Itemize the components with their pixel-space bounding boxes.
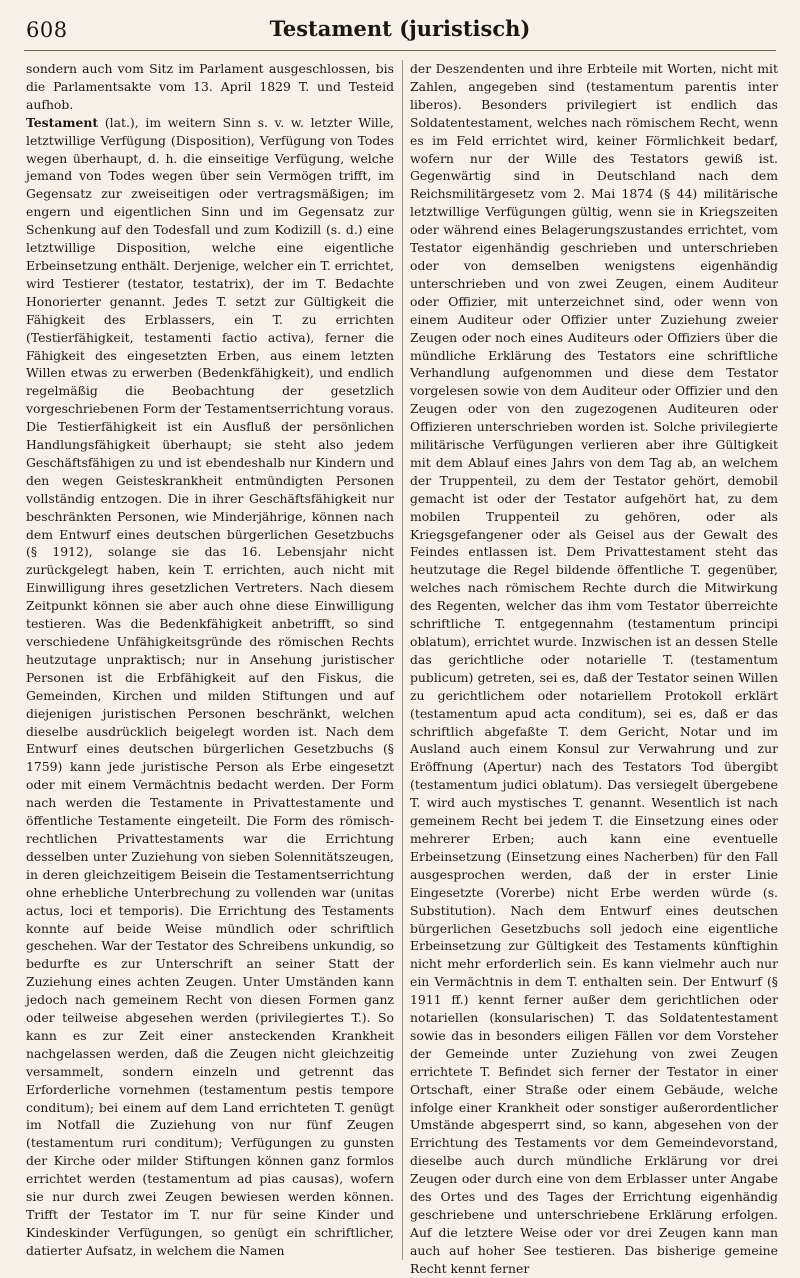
left-column <box>26 60 394 1260</box>
column-divider <box>402 60 403 1260</box>
right-column <box>410 60 778 1276</box>
entry-text: (lat.), im weitern Sinn s. v. w. letzter Wille, letztwillige Verfügung (Disposition), Verfügung von Todes wegen überhaupt, d. h. die einseitige Verfügung, welche jemand von Todes wegen über sein Vermögen trifft, im Gegensatz zur zweiseitigen oder vertragsmäßigen; im engern und eigentlichen Sinn und im Gegensatz zur Schenkung auf den Todesfall und zum Kodizill (s. d.) eine letztwillige Disposition, welche eine eigentliche Erbeinsetzung enthält. Derjenige, welcher ein T. errichtet, wird Testierer (testator, testatrix), der im T. Bedachte Honorierter genannt. Jedes T. setzt zur Gültigkeit die Fähigkeit des Erblassers, ein T. zu errichten (Testierfähigkeit, testamenti factio activa), ferner die Fähigkeit des eingesetzten Erben, aus einem letzten Willen etwas zu erwerben (Bedenkfähigkeit), und endlich regelmäßig die Beobachtung der gesetzlich vorgeschriebenen Form der Testamentserrichtung voraus. Die Testierfähigkeit ist ein Ausfluß der persönlichen Handlungsfähigkeit überhaupt; sie steht also jedem Geschäftsfähigen zu und ist ebendeshalb nur Kindern und den wegen Geisteskrankheit entmündigten Personen vollständig entzogen. Die in ihrer Geschäftsfähigkeit nur beschränkten Personen, wie Minderjährige, können nach dem Entwurf eines deutschen bürgerlichen Gesetzbuchs (§ 1912), solange sie das 16. Lebensjahr nicht zurückgelegt haben, kein T. errichten, auch nicht mit Einwilligung ihres gesetzlichen Vertreters. Nach diesem Zeitpunkt können sie aber auch ohne diese Einwilligung testieren. Was die Bedenkfähigkeit anbetrifft, so sind verschiedene Unfähigkeitsgründe des römischen Rechts heutzutage unpraktisch; nur in Ansehung juristischer Personen ist die Erbfähigkeit auf den Fiskus, die Gemeinden, Kirchen und milden Stiftungen und auf diejenigen juristischen Personen beschränkt, welchen dieselbe ausdrücklich beigelegt worden ist. Nach dem Entwurf eines deutschen bürgerlichen Gesetzbuchs (§ 1759) kann jede juristische Person als Erbe eingesetzt oder mit einem Vermächtnis bedacht werden. Der Form nach werden die Testamente in Privattestamente und öffentliche Testamente eingeteilt. Die Form des römisch-rechtlichen Privattestaments war die Errichtung desselben unter Zuziehung von sieben Solennitätszeugen, in deren gleichzeitigem Beisein die Testamentserrichtung ohne erhebliche Unterbrechung zu vollenden war (unitas actus, loci et temporis). Die Errichtung des Testaments konnte auf beide Weise mündlich oder schriftlich geschehen. War der Testator des Schreibens unkundig, so bedurfte es zur Unterschrift an seiner Statt der Zuziehung eines achten Zeugen. Unter Umständen kann jedoch nach gemeinem Recht von diesen Formen ganz oder teilweise abgesehen werden (privilegiertes T.). So kann es zur Zeit einer ansteckenden Krankheit nachgelassen werden, daß die Zeugen nicht gleichzeitig versammelt, sondern einzeln und getrennt das Erforderliche vornehmen (testamentum pestis tempore conditum); bei einem auf dem Land errichteten T. genügt im Notfall die Zuziehung von nur fünf Zeugen (testamentum ruri conditum); Verfügungen zu gunsten der Kirche oder milder Stiftungen können ganz formlos errichtet werden (testamentum ad pias causas), wofern sie nur durch zwei Zeugen bewiesen werden können. Trifft der Testator im T. nur für seine Kinder und Kindeskinder Verfügungen, so genügt ein schriftlicher, datierter Aufsatz, in welchem die Namen <box>26 114 394 1258</box>
entry-lemma: Testament <box>26 114 99 130</box>
entry-paragraph <box>26 114 394 1260</box>
right-column-text: der Deszendenten und ihre Erbteile mit Worten, nicht mit Zahlen, angegeben sind (testamentum parentis inter liberos). Besonders privilegiert ist endlich das Soldatentestament, welches nach römischem Recht, wenn es im Feld errichtet wird, keiner Förmlichkeit bedarf, wofern nur der Wille des Testators gewiß ist. Gegenwärtig sind in Deutschland nach dem Reichsmilitärgesetz vom 2. Mai 1874 (§ 44) militärische letztwillige Verfügungen gültig, wenn sie in Kriegszeiten oder während eines Belagerungszustandes errichtet, vom Testator eigenhändig geschrieben und unterschrieben oder von demselben wenigstens eigenhändig unterschrieben und von zwei Zeugen, einem Auditeur oder Offizier, mit unterzeichnet sind, oder wenn von einem Auditeur oder Offizier unter Zuziehung zweier Zeugen oder noch eines Auditeurs oder Offiziers über die mündliche Erklärung des Testators eine schriftliche Verhandlung aufgenommen und diese dem Testator vorgelesen sowie von dem Auditeur oder Offizier und den Zeugen oder von den zugezogenen Auditeuren oder Offizieren unterschrieben worden ist. Solche privilegierte militärische Verfügungen verlieren aber ihre Gültigkeit mit dem Ablauf eines Jahrs von dem Tag ab, an welchem der Truppenteil, zu dem der Testator gehört, demobil gemacht ist oder der Testator aufgehört hat, zu dem mobilen Truppenteil zu gehören, oder als Kriegsgefangener oder als Geisel aus der Gewalt des Feindes entlassen ist. Dem Privattestament steht das heutzutage die Regel bildende öffentliche T. gegenüber, welches nach römischem Rechte durch die Mitwirkung des Regenten, welcher das ihm vom Testator überreichte schriftliche T. entgegennahm (testamentum principi oblatum), errichtet wurde. Inzwischen ist an dessen Stelle das gerichtliche oder notarielle T. (testamentum publicum) getreten, sei es, daß der Testator seinen Willen zu gerichtlichem oder notariellem Protokoll erklärt (testamentum apud acta conditum), sei es, daß er das schriftlich abgefaßte T. dem Gericht, Notar und im Ausland auch einem Konsul zur Verwahrung und zur Eröffnung (Apertur) nach des Testators Tod übergibt (testamentum judici oblatum). Das versiegelt übergebene T. wird auch mystisches T. genannt. Wesentlich ist nach gemeinem Recht bei jedem T. die Einsetzung eines oder mehrerer Erben; auch kann eine eventuelle Erbeinsetzung (Einsetzung eines Nacherben) für den Fall ausgesprochen werden, daß der in erster Linie Eingesetzte (Vorerbe) nicht Erbe werden würde (s. Substitution). Nach dem Entwurf eines deutschen bürgerlichen Gesetzbuchs soll jedoch eine eigentliche Erbeinsetzung zur Gültigkeit des Testaments künftighin nicht mehr erforderlich sein. Es kann vielmehr auch nur ein Vermächtnis in dem T. enthalten sein. Der Entwurf (§ 1911 ff.) kennt ferner außer dem gerichtlichen oder notariellen (konsularischen) T. das Soldatentestament sowie das in besonders eiligen Fällen vor dem Vorsteher der Gemeinde unter Zuziehung von zwei Zeugen errichtete T. Befindet sich ferner der Testator in einer Ortschaft, einer Straße oder einem Gebäude, welche infolge einer Krankheit oder sonstiger außerordentlicher Umstände abgesperrt sind, so kann, abgesehen von der Errichtung des Testaments vor dem Gemeindevorstand, dieselbe auch durch mündliche Erklärung vor drei Zeugen oder durch eine von dem Erblasser unter Angabe des Ortes und des Tages der Errichtung eigenhändig geschriebene und unterschriebene Erklärung erfolgen. Auf die letztere Weise oder vor drei Zeugen kann man auch auf hoher See testieren. Das bisherige gemeine Recht kennt ferner <box>410 61 778 1276</box>
header-rule <box>24 50 776 51</box>
page-number: 608 <box>26 18 68 42</box>
continuation-paragraph: sondern auch vom Sitz im Parlament ausgeschlossen, bis die Parlamentsakte vom 13. April 1829 T. und Testeid aufhob. <box>26 61 394 112</box>
text-columns <box>26 60 778 1276</box>
running-head: Testament (juristisch) <box>269 16 531 41</box>
